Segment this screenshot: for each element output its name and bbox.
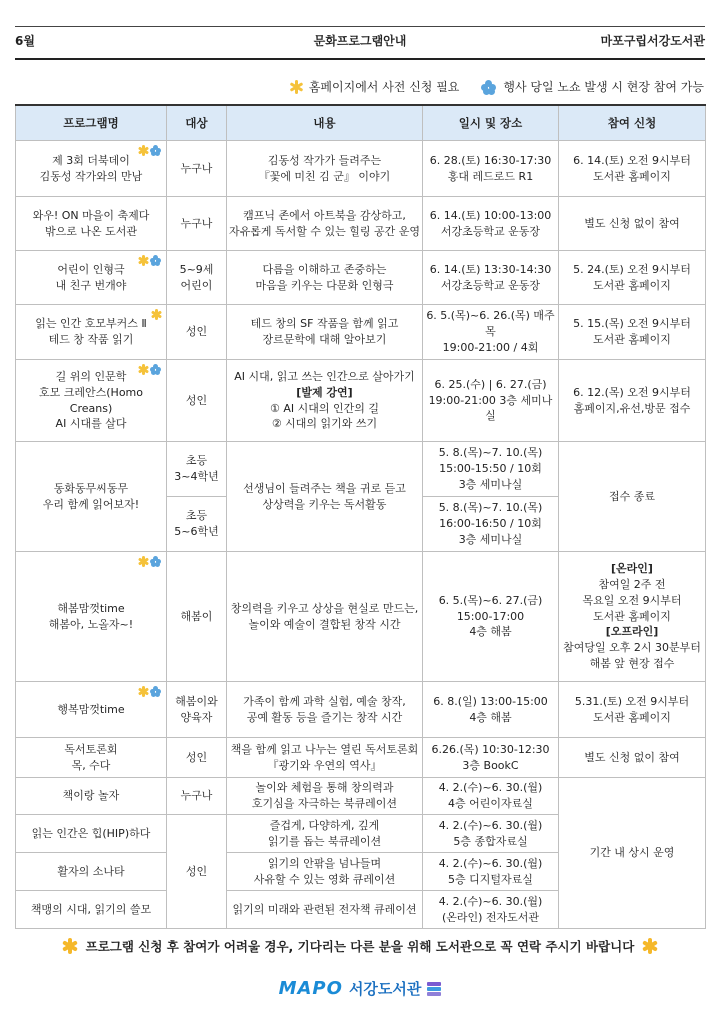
table-row — [16, 305, 706, 360]
program-name-cell: 책맹의 시대, 읽기의 쓸모 — [16, 891, 167, 929]
program-name-cell: 제 3회 더북데이 김동성 작가와의 만남 — [16, 141, 167, 197]
datetime-cell: 4. 2.(수)~6. 30.(월) 5층 종합자료실 — [423, 815, 559, 853]
footer-note — [0, 937, 720, 955]
month-label: 6월 — [15, 34, 35, 48]
target-cell: 초등 3~4학년 — [167, 442, 227, 497]
program-name-cell: 행복맘껏time — [16, 682, 167, 738]
table-row — [16, 197, 706, 251]
star-icon — [138, 364, 149, 375]
content-cell: 김동성 작가가 들려주는 『꽃에 미친 김 군』 이야기 — [227, 141, 423, 197]
col-header-apply: 참여 신청 — [559, 105, 706, 141]
target-cell: 성인 — [167, 360, 227, 442]
table-row — [16, 552, 706, 682]
target-cell: 해봄이 — [167, 552, 227, 682]
flower-icon — [150, 686, 162, 697]
star-icon — [138, 686, 149, 697]
content-cell: 읽기의 안팎을 넘나들며 사유할 수 있는 영화 큐레이션 — [227, 853, 423, 891]
program-name-cell: 어린이 인형극 내 친구 번개야 — [16, 251, 167, 305]
apply-cell: 5. 15.(목) 오전 9시부터 도서관 홈페이지 — [559, 305, 706, 360]
datetime-cell: 6. 8.(일) 13:00-15:00 4층 해봄 — [423, 682, 559, 738]
page-header — [15, 32, 705, 50]
top-rule — [15, 26, 705, 27]
target-cell: 5~9세 어린이 — [167, 251, 227, 305]
content-cell: 테드 창의 SF 작품을 함께 읽고 장르문학에 대해 알아보기 — [227, 305, 423, 360]
apply-cell: 6. 12.(목) 오전 9시부터 홈페이지,유선,방문 접수 — [559, 360, 706, 442]
content-cell: 읽기의 미래와 관련된 전자책 큐레이션 — [227, 891, 423, 929]
col-header-target: 대상 — [167, 105, 227, 141]
library-logo-text: 서강도서관 — [348, 980, 422, 998]
apply-cell: 기간 내 상시 운영 — [559, 778, 706, 929]
apply-cell: 별도 신청 없이 참여 — [559, 738, 706, 778]
content-cell: 책을 함께 읽고 나누는 열린 독서토론회 『광기와 우연의 역사』 — [227, 738, 423, 778]
content-cell: AI 시대, 읽고 쓰는 인간으로 살아가기 [발제 강연] ① AI 시대의 인간의 길 ② 시대의 읽기와 쓰기 — [227, 360, 423, 442]
flower-icon — [150, 255, 162, 266]
table-row — [16, 360, 706, 442]
program-name-cell: 읽는 인간 호모부커스 Ⅱ 테드 창 작품 읽기 — [16, 305, 167, 360]
books-icon — [427, 982, 441, 996]
program-name-cell: 활자의 소나타 — [16, 853, 167, 891]
content-cell: 놀이와 체험을 통해 창의력과 호기심을 자극하는 북큐레이션 — [227, 778, 423, 815]
legend-star-label: 홈페이지에서 사전 신청 필요 — [308, 80, 460, 94]
legend-flower-label: 행사 당일 노쇼 발생 시 현장 참여 가능 — [503, 80, 704, 94]
program-name-cell: 동화동무씨동무 우리 함께 읽어보자! — [16, 442, 167, 552]
program-name-cell: 독서토론회 목, 수다 — [16, 738, 167, 778]
content-cell: 선생님이 들려주는 책을 귀로 듣고 상상력을 키우는 독서활동 — [227, 442, 423, 552]
program-name-cell: 해봄맘껏time 해봄아, 노올자~! — [16, 552, 167, 682]
apply-cell: 6. 14.(토) 오전 9시부터 도서관 홈페이지 — [559, 141, 706, 197]
program-table — [15, 104, 706, 929]
program-name-cell: 책이랑 놀자 — [16, 778, 167, 815]
mapo-logo-text: MAPO — [278, 978, 343, 999]
content-cell: 창의력을 키우고 상상을 현실로 만드는, 놀이와 예술이 결합된 창작 시간 — [227, 552, 423, 682]
datetime-cell: 6. 28.(토) 16:30-17:30 홍대 레드로드 R1 — [423, 141, 559, 197]
datetime-cell: 6.26.(목) 10:30-12:30 3층 BookC — [423, 738, 559, 778]
datetime-cell: 6. 14.(토) 10:00-13:00 서강초등학교 운동장 — [423, 197, 559, 251]
datetime-cell: 6. 14.(토) 13:30-14:30 서강초등학교 운동장 — [423, 251, 559, 305]
content-cell: 캠프닉 존에서 아트북을 감상하고, 자유롭게 독서할 수 있는 힐링 공간 운영 — [227, 197, 423, 251]
library-logo — [0, 978, 720, 999]
table-row — [16, 738, 706, 778]
star-icon — [138, 145, 149, 156]
flower-icon — [150, 556, 162, 567]
table-row — [16, 251, 706, 305]
program-name-cell: 길 위의 인문학 호모 크레안스(Homo Creans) AI 시대를 살다 — [16, 360, 167, 442]
target-cell: 해봄이와 양육자 — [167, 682, 227, 738]
table-row — [16, 442, 706, 497]
table-row — [16, 682, 706, 738]
datetime-cell: 6. 5.(목)~6. 26.(목) 매주 목 19:00-21:00 / 4회 — [423, 305, 559, 360]
col-header-name: 프로그램명 — [16, 105, 167, 141]
star-icon — [151, 309, 162, 320]
program-name-cell: 와우! ON 마을이 축제다 밖으로 나온 도서관 — [16, 197, 167, 251]
apply-cell: 5. 24.(토) 오전 9시부터 도서관 홈페이지 — [559, 251, 706, 305]
content-cell: 즐겁게, 다양하게, 깊게 읽기를 돕는 북큐레이션 — [227, 815, 423, 853]
datetime-cell: 5. 8.(목)~7. 10.(목) 15:00-15:50 / 10회 3층 세미나실 — [423, 442, 559, 497]
datetime-cell: 4. 2.(수)~6. 30.(월) (온라인) 전자도서관 — [423, 891, 559, 929]
target-cell: 누구나 — [167, 197, 227, 251]
target-cell: 성인 — [167, 305, 227, 360]
program-name-cell: 읽는 인간은 힙(HIP)하다 — [16, 815, 167, 853]
datetime-cell: 6. 25.(수) | 6. 27.(금) 19:00-21:00 3층 세미나실 — [423, 360, 559, 442]
col-header-datetime: 일시 및 장소 — [423, 105, 559, 141]
target-cell: 누구나 — [167, 141, 227, 197]
datetime-cell: 6. 5.(목)~6. 27.(금) 15:00-17:00 4층 해봄 — [423, 552, 559, 682]
datetime-cell: 5. 8.(목)~7. 10.(목) 16:00-16:50 / 10회 3층 세미나실 — [423, 497, 559, 552]
star-icon — [138, 556, 149, 567]
flower-icon — [481, 80, 497, 94]
star-icon — [289, 80, 303, 94]
content-cell: 가족이 함께 과학 실험, 예술 창작, 공예 활동 등을 즐기는 창작 시간 — [227, 682, 423, 738]
apply-cell: 접수 종료 — [559, 442, 706, 552]
target-cell: 누구나 — [167, 778, 227, 815]
library-name: 마포구립서강도서관 — [600, 34, 705, 48]
star-icon — [62, 938, 78, 954]
legend — [289, 78, 704, 95]
col-header-content: 내용 — [227, 105, 423, 141]
header-rule — [15, 58, 705, 60]
target-cell: 초등 5~6학년 — [167, 497, 227, 552]
flower-icon — [150, 145, 162, 156]
apply-cell: 별도 신청 없이 참여 — [559, 197, 706, 251]
content-cell: 다름을 이해하고 존중하는 마음을 키우는 다문화 인형극 — [227, 251, 423, 305]
star-icon — [138, 255, 149, 266]
flower-icon — [150, 364, 162, 375]
table-header-row — [16, 105, 706, 141]
apply-cell: 5.31.(토) 오전 9시부터 도서관 홈페이지 — [559, 682, 706, 738]
page-title: 문화프로그램안내 — [313, 34, 407, 48]
target-cell: 성인 — [167, 815, 227, 929]
star-icon — [642, 938, 658, 954]
datetime-cell: 4. 2.(수)~6. 30.(월) 5층 디지털자료실 — [423, 853, 559, 891]
datetime-cell: 4. 2.(수)~6. 30.(월) 4층 어린이자료실 — [423, 778, 559, 815]
table-row — [16, 778, 706, 815]
apply-cell: [온라인] 참여일 2주 전 목요일 오전 9시부터 도서관 홈페이지 [오프라인] 참여당일 오후 2시 30분부터 해봄 앞 현장 접수 — [559, 552, 706, 682]
footer-note-text: 프로그램 신청 후 참여가 어려울 경우, 기다리는 다른 분을 위해 도서관으로 꼭 연락 주시기 바랍니다 — [85, 939, 635, 954]
target-cell: 성인 — [167, 738, 227, 778]
table-row — [16, 141, 706, 197]
